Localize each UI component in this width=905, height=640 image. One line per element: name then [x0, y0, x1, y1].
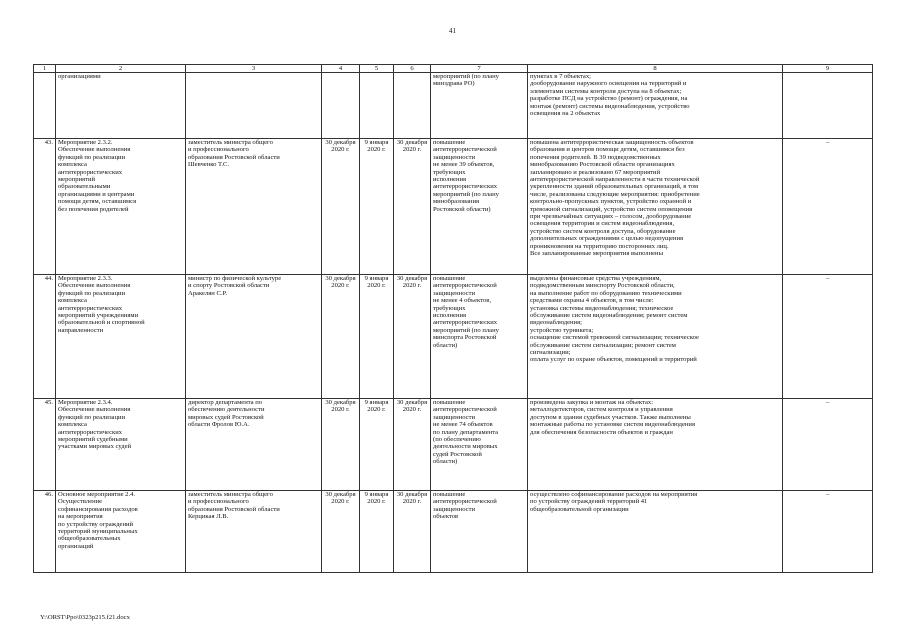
- column-number: 9: [783, 65, 873, 73]
- cell-num: 45.: [34, 399, 56, 491]
- column-number: 1: [34, 65, 56, 73]
- cell-end-date: 30 декабря 2020 г.: [322, 139, 360, 275]
- cell-start-date: 9 января 2020 г.: [360, 275, 394, 399]
- cell-responsible: министр по физической культуре и спорту Ростовской области Аракелян С.Р.: [186, 275, 322, 399]
- cell-responsible: директор департамента по обеспечению деятельности мировых судей Ростовской области Фролов Ю.А.: [186, 399, 322, 491]
- cell-note: –: [783, 139, 873, 275]
- column-number: 7: [431, 65, 528, 73]
- cell-num: 46.: [34, 491, 56, 573]
- cell-result: повышение антитеррористической защищенности не менее 39 объектов, требующих исполнения антитеррористических мероприятий (по плану минобразования Ростовской области): [431, 139, 528, 275]
- cell-responsible: [186, 73, 322, 139]
- cell-start-date: [360, 73, 394, 139]
- column-number-row: [34, 65, 873, 73]
- cell-actual: повышена антитеррористическая защищенность объектов образования и центров помощи детям, оставшимся без попечения родителей. В 39 подведомственных минобразованию Ростовской области организациях запланировано и реализовано 67 мероприятий антитеррористической направленности в части технической укрепленности зданий образовательных организаций, в том числе, реализованы следующие мероприятия: приобретение контрольно-пропускных пунктов, устройство охранной и тревожной сигнализаций, устройство систем оповещения при чрезвычайных ситуациях – голосом, дооборудование освещения территории и систем видеонаблюдения, устройство систем контроля доступа, оборудование дополнительных ограждениями с целью недопущения проникновения на территорию посторонних лиц. Все запланированные мероприятия выполнены: [528, 139, 783, 275]
- cell-num: 43.: [34, 139, 56, 275]
- cell-fact-date: 30 декабря 2020 г.: [394, 491, 431, 573]
- cell-end-date: [322, 73, 360, 139]
- cell-result: повышение антитеррористической защищенности объектов: [431, 491, 528, 573]
- cell-fact-date: [394, 73, 431, 139]
- continuation-row: [34, 73, 873, 139]
- table-row: [34, 491, 873, 573]
- cell-note: –: [783, 275, 873, 399]
- cell-result: повышение антитеррористической защищенности не менее 4 объектов, требующих исполнения антитеррористических мероприятий (по плану минспорта Ростовской области): [431, 275, 528, 399]
- cell-fact-date: 30 декабря 2020 г.: [394, 275, 431, 399]
- cell-fact-date: 30 декабря 2020 г.: [394, 399, 431, 491]
- cell-result: мероприятий (по плану минздрава РО): [431, 73, 528, 139]
- cell-measure: Мероприятие 2.3.2. Обеспечение выполнения функций по реализации комплекса антитеррористических мероприятий образовательными организациями и центрами помощи детям, оставшимся без попечения родителей: [56, 139, 186, 275]
- cell-num: 44.: [34, 275, 56, 399]
- cell-measure: организациями: [56, 73, 186, 139]
- column-number: 3: [186, 65, 322, 73]
- report-table: [33, 64, 873, 573]
- cell-num: [34, 73, 56, 139]
- table-row: [34, 275, 873, 399]
- column-number: 6: [394, 65, 431, 73]
- cell-responsible: заместитель министра общего и профессионального образования Ростовской области Шевченко Т.С.: [186, 139, 322, 275]
- column-number: 8: [528, 65, 783, 73]
- cell-actual: пунктах в 7 объектах; дооборудование наружного освещения на территорий и элементами системы контроля доступа на 8 объектах; разработке ПСД на устройство (ремонт) ограждения, на монтаж (ремонт) системы видеонаблюдения, устройство освещения на 2 объектах: [528, 73, 783, 139]
- cell-measure: Основное мероприятие 2.4. Осуществление софинансирования расходов на мероприятия по устройству ограждений территорий муниципальных общеобразовательных организаций: [56, 491, 186, 573]
- cell-end-date: 30 декабря 2020 г.: [322, 275, 360, 399]
- cell-actual: выделены финансовые средства учреждениям, подведомственным минспорту Ростовской области, на выполнение работ по оборудованию техническими средствами охраны 4 объектов, в том числе: установка системы видеонаблюдения; техническое обслуживание систем видеонаблюдения; ремонт систем видеонаблюдения; устройство турникета; оснащение системой тревожной сигнализации; техническое обслуживание систем сигнализации; ремонт систем сигнализации; оплата услуг по охране объектов, помещений и территорий: [528, 275, 783, 399]
- file-path-footer: Y:\ORST\Ppo\0323p215.f21.docx: [40, 614, 130, 621]
- cell-actual: произведена закупка и монтаж на объектах: металлодетекторов, систем контроля и управления доступом в здания судебных участков. Также выполнены монтажные работы по установке систем видеонаблюдения для обеспечения безопасности объектов и граждан: [528, 399, 783, 491]
- table-row: [34, 399, 873, 491]
- cell-note: –: [783, 491, 873, 573]
- cell-note: [783, 73, 873, 139]
- cell-actual: осуществлено софинансирование расходов на мероприятия по устройству ограждений территорий 41 общеобразовательной организации: [528, 491, 783, 573]
- cell-end-date: 30 декабря 2020 г.: [322, 399, 360, 491]
- cell-start-date: 9 января 2020 г.: [360, 491, 394, 573]
- cell-measure: Мероприятие 2.3.3. Обеспечение выполнения функций по реализации комплекса антитеррористических мероприятий учреждениями образовательной и спортивной направленности: [56, 275, 186, 399]
- cell-end-date: 30 декабря 2020 г.: [322, 491, 360, 573]
- cell-result: повышение антитеррористической защищенности не менее 74 объектов по плану департамента (по обеспечению деятельности мировых судей Ростовской области): [431, 399, 528, 491]
- cell-fact-date: 30 декабря 2020 г.: [394, 139, 431, 275]
- column-number: 5: [360, 65, 394, 73]
- table-row: [34, 139, 873, 275]
- column-number: 4: [322, 65, 360, 73]
- page-number: 41: [449, 27, 456, 35]
- cell-responsible: заместитель министра общего и профессионального образования Ростовской области Керцикая Л.В.: [186, 491, 322, 573]
- cell-note: –: [783, 399, 873, 491]
- cell-measure: Мероприятие 2.3.4. Обеспечение выполнения функций по реализации комплекса антитеррористических мероприятий судебными участками мировых судей: [56, 399, 186, 491]
- cell-start-date: 9 января 2020 г.: [360, 399, 394, 491]
- column-number: 2: [56, 65, 186, 73]
- cell-start-date: 9 января 2020 г.: [360, 139, 394, 275]
